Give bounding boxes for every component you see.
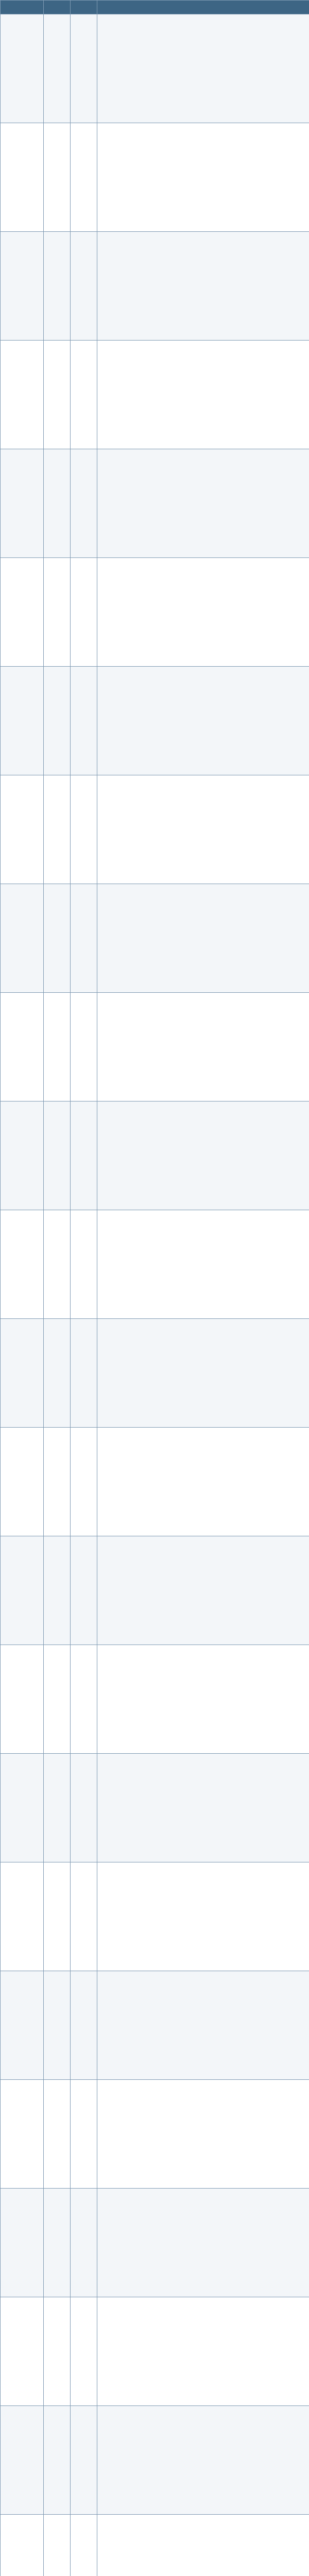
leader-name-cell: [1, 341, 44, 449]
early-game-rating-cell: [71, 2189, 97, 2297]
table-row: [1, 884, 309, 993]
table-row: [1, 1971, 309, 2080]
header-feature: [97, 1, 309, 14]
table-row: [1, 14, 309, 123]
overall-rating-cell: [44, 1971, 71, 2080]
leader-name-cell: [1, 667, 44, 775]
leader-name-cell: [1, 1645, 44, 1754]
early-game-rating-cell: [71, 2515, 97, 2576]
table-row: [1, 667, 309, 775]
leader-name-cell: [1, 1536, 44, 1645]
leader-name-cell: [1, 1754, 44, 1862]
leader-name-cell: [1, 1210, 44, 1319]
table-row: [1, 993, 309, 1101]
leader-name-cell: [1, 775, 44, 884]
early-game-rating-cell: [71, 1971, 97, 2080]
leader-name-cell: [1, 884, 44, 993]
table-row: [1, 341, 309, 449]
feature-description-cell: [97, 1536, 309, 1645]
feature-description-cell: [97, 2515, 309, 2576]
feature-description-cell: [97, 667, 309, 775]
leader-name-cell: [1, 1971, 44, 2080]
overall-rating-cell: [44, 775, 71, 884]
leader-name-cell: [1, 14, 44, 123]
early-game-rating-cell: [71, 123, 97, 232]
overall-rating-cell: [44, 1319, 71, 1428]
feature-description-cell: [97, 449, 309, 558]
overall-rating-cell: [44, 1210, 71, 1319]
feature-description-cell: [97, 2297, 309, 2406]
table-row: [1, 775, 309, 884]
early-game-rating-cell: [71, 1645, 97, 1754]
table-row: [1, 2189, 309, 2297]
early-game-rating-cell: [71, 2297, 97, 2406]
feature-description-cell: [97, 341, 309, 449]
leader-name-cell: [1, 123, 44, 232]
overall-rating-cell: [44, 1428, 71, 1536]
leader-name-cell: [1, 2515, 44, 2576]
table-row: [1, 2297, 309, 2406]
table-row: [1, 558, 309, 667]
table-row: [1, 1536, 309, 1645]
early-game-rating-cell: [71, 341, 97, 449]
early-game-rating-cell: [71, 667, 97, 775]
overall-rating-cell: [44, 667, 71, 775]
feature-description-cell: [97, 1210, 309, 1319]
overall-rating-cell: [44, 123, 71, 232]
overall-rating-cell: [44, 2297, 71, 2406]
overall-rating-cell: [44, 1536, 71, 1645]
feature-description-cell: [97, 2189, 309, 2297]
leader-name-cell: [1, 2297, 44, 2406]
leader-name-cell: [1, 1862, 44, 1971]
table-row: [1, 1862, 309, 1971]
overall-rating-cell: [44, 1862, 71, 1971]
table-row: [1, 449, 309, 558]
early-game-rating-cell: [71, 558, 97, 667]
early-game-rating-cell: [71, 884, 97, 993]
leader-name-cell: [1, 1428, 44, 1536]
early-game-rating-cell: [71, 1536, 97, 1645]
early-game-rating-cell: [71, 1862, 97, 1971]
early-game-rating-cell: [71, 14, 97, 123]
table-row: [1, 2515, 309, 2576]
overall-rating-cell: [44, 2515, 71, 2576]
table-row: [1, 1645, 309, 1754]
feature-description-cell: [97, 993, 309, 1101]
feature-description-cell: [97, 884, 309, 993]
overall-rating-cell: [44, 884, 71, 993]
early-game-rating-cell: [71, 1754, 97, 1862]
table-row: [1, 232, 309, 341]
early-game-rating-cell: [71, 2080, 97, 2189]
leader-name-cell: [1, 2080, 44, 2189]
early-game-rating-cell: [71, 2406, 97, 2515]
leader-name-cell: [1, 1319, 44, 1428]
overall-rating-cell: [44, 993, 71, 1101]
leader-name-cell: [1, 2406, 44, 2515]
leader-name-cell: [1, 1101, 44, 1210]
leader-name-cell: [1, 558, 44, 667]
overall-rating-cell: [44, 2406, 71, 2515]
feature-description-cell: [97, 123, 309, 232]
early-game-rating-cell: [71, 1101, 97, 1210]
overall-rating-cell: [44, 1645, 71, 1754]
feature-description-cell: [97, 1101, 309, 1210]
feature-description-cell: [97, 1645, 309, 1754]
overall-rating-cell: [44, 1101, 71, 1210]
feature-description-cell: [97, 1862, 309, 1971]
early-game-rating-cell: [71, 449, 97, 558]
header-rating: [44, 1, 71, 14]
feature-description-cell: [97, 1319, 309, 1428]
overall-rating-cell: [44, 341, 71, 449]
table-row: [1, 1319, 309, 1428]
early-game-rating-cell: [71, 1428, 97, 1536]
header-name: [1, 1, 44, 14]
feature-description-cell: [97, 558, 309, 667]
table-row: [1, 2406, 309, 2515]
overall-rating-cell: [44, 14, 71, 123]
early-game-rating-cell: [71, 1319, 97, 1428]
overall-rating-cell: [44, 232, 71, 341]
table-row: [1, 1101, 309, 1210]
overall-rating-cell: [44, 2080, 71, 2189]
table-body: [1, 14, 309, 2576]
feature-description-cell: [97, 14, 309, 123]
overall-rating-cell: [44, 1754, 71, 1862]
table-row: [1, 1210, 309, 1319]
early-game-rating-cell: [71, 775, 97, 884]
feature-description-cell: [97, 775, 309, 884]
overall-rating-cell: [44, 558, 71, 667]
table-row: [1, 2080, 309, 2189]
table-row: [1, 1428, 309, 1536]
feature-description-cell: [97, 2080, 309, 2189]
feature-description-cell: [97, 232, 309, 341]
feature-description-cell: [97, 1754, 309, 1862]
leader-name-cell: [1, 2189, 44, 2297]
early-game-rating-cell: [71, 232, 97, 341]
early-game-rating-cell: [71, 1210, 97, 1319]
table-row: [1, 1754, 309, 1862]
feature-description-cell: [97, 1971, 309, 2080]
feature-description-cell: [97, 2406, 309, 2515]
early-game-rating-cell: [71, 993, 97, 1101]
overall-rating-cell: [44, 449, 71, 558]
table-row: [1, 123, 309, 232]
leader-name-cell: [1, 232, 44, 341]
leader-name-cell: [1, 449, 44, 558]
overall-rating-cell: [44, 2189, 71, 2297]
header-early: [71, 1, 97, 14]
table-header-row: [1, 1, 309, 14]
feature-description-cell: [97, 1428, 309, 1536]
leader-name-cell: [1, 993, 44, 1101]
